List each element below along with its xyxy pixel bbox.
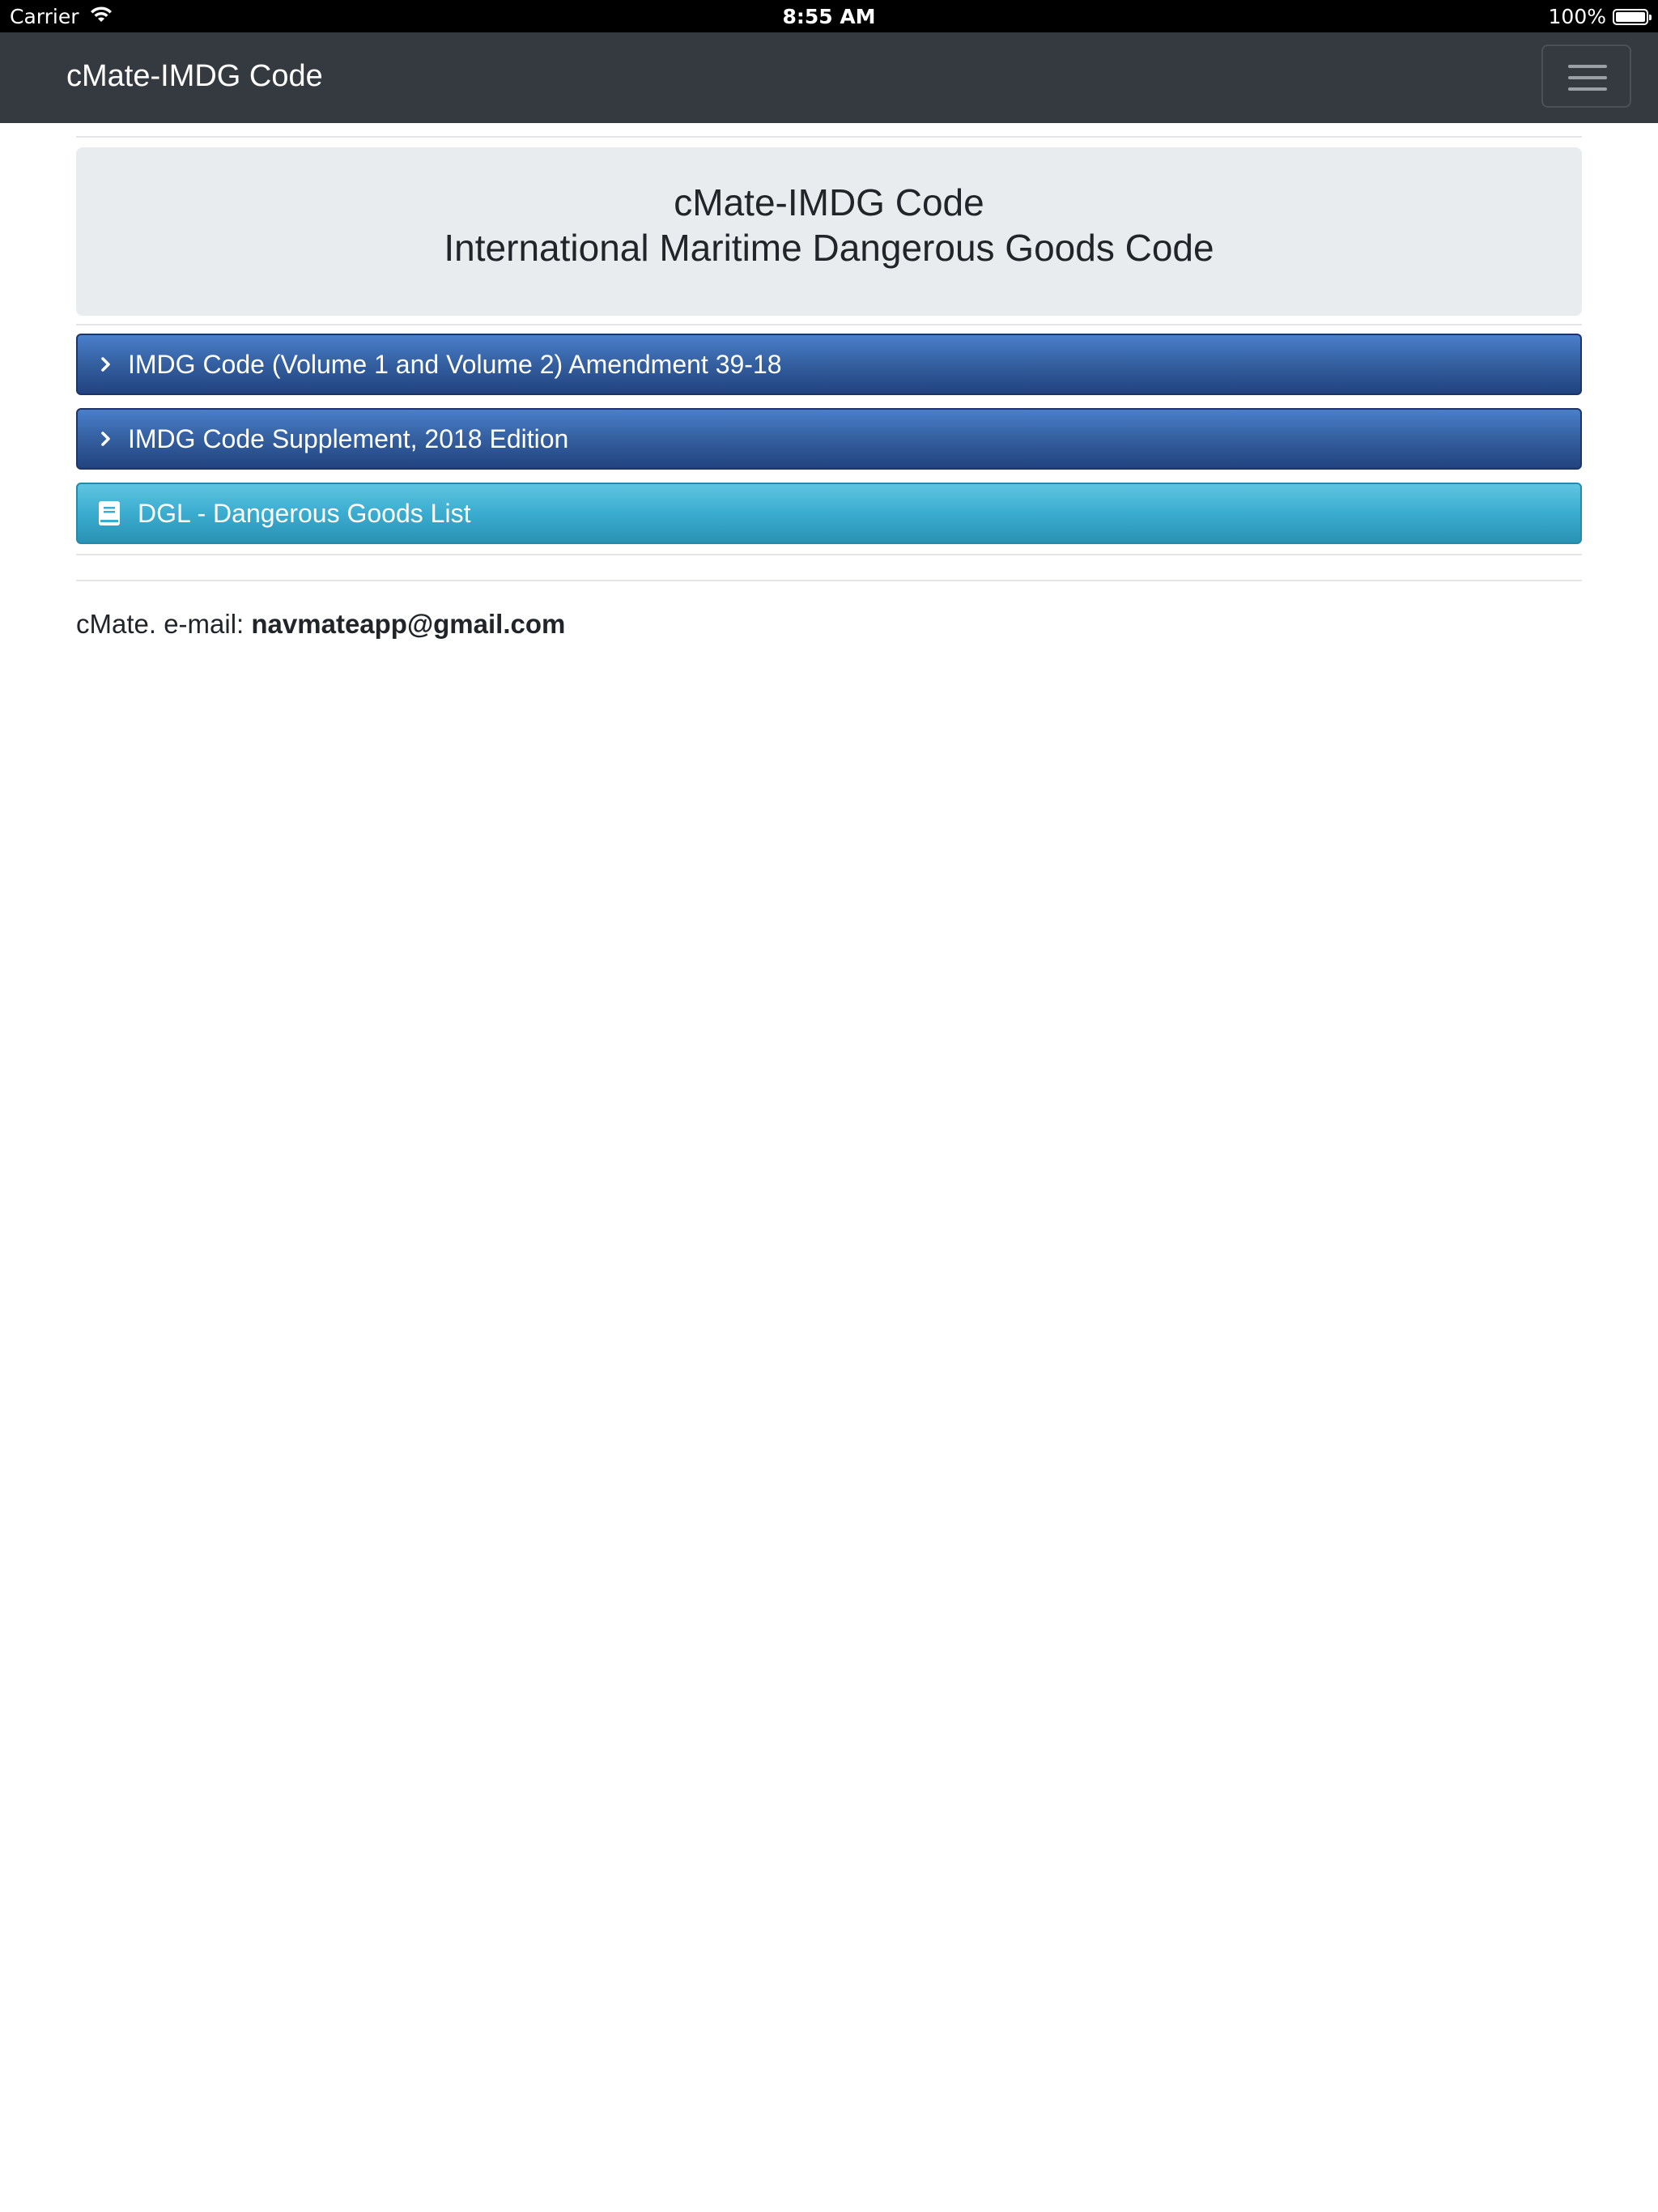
contact-email-link[interactable]: navmateapp@gmail.com	[251, 609, 566, 639]
chevron-right-icon	[94, 427, 118, 451]
chevron-right-icon	[94, 352, 118, 376]
divider	[76, 554, 1582, 555]
battery-percent: 100%	[1548, 5, 1606, 28]
carrier-label: Carrier	[10, 5, 79, 28]
menu-item-label: IMDG Code Supplement, 2018 Edition	[128, 423, 569, 453]
divider	[76, 136, 1582, 138]
battery-icon	[1613, 9, 1648, 25]
page-header	[76, 147, 1582, 316]
status-bar	[0, 0, 1658, 32]
hamburger-icon-bar	[1568, 87, 1607, 91]
page-subtitle: International Maritime Dangerous Goods Code	[444, 227, 1214, 269]
menu-item-imdg-code[interactable]	[76, 334, 1582, 395]
divider	[76, 324, 1582, 325]
battery-level	[1616, 12, 1645, 22]
navbar-brand[interactable]: cMate-IMDG Code	[66, 59, 323, 93]
page-title: cMate-IMDG Code	[674, 181, 984, 223]
menu-item-dgl[interactable]	[76, 483, 1582, 544]
book-icon	[96, 500, 123, 527]
menu-item-label: DGL - Dangerous Goods List	[138, 498, 471, 528]
contact-prefix: cMate. e-mail:	[76, 609, 252, 639]
hamburger-icon-bar	[1568, 76, 1607, 79]
status-time: 8:55 AM	[782, 5, 876, 28]
contact-line	[76, 609, 565, 640]
hamburger-icon	[1568, 65, 1607, 68]
divider	[76, 580, 1582, 581]
menu-item-label: IMDG Code (Volume 1 and Volume 2) Amendment 39-18	[128, 349, 782, 379]
battery-group	[1549, 5, 1648, 28]
menu-toggle-button[interactable]	[1541, 45, 1631, 108]
menu-item-imdg-supplement[interactable]	[76, 408, 1582, 470]
navbar	[0, 32, 1658, 123]
